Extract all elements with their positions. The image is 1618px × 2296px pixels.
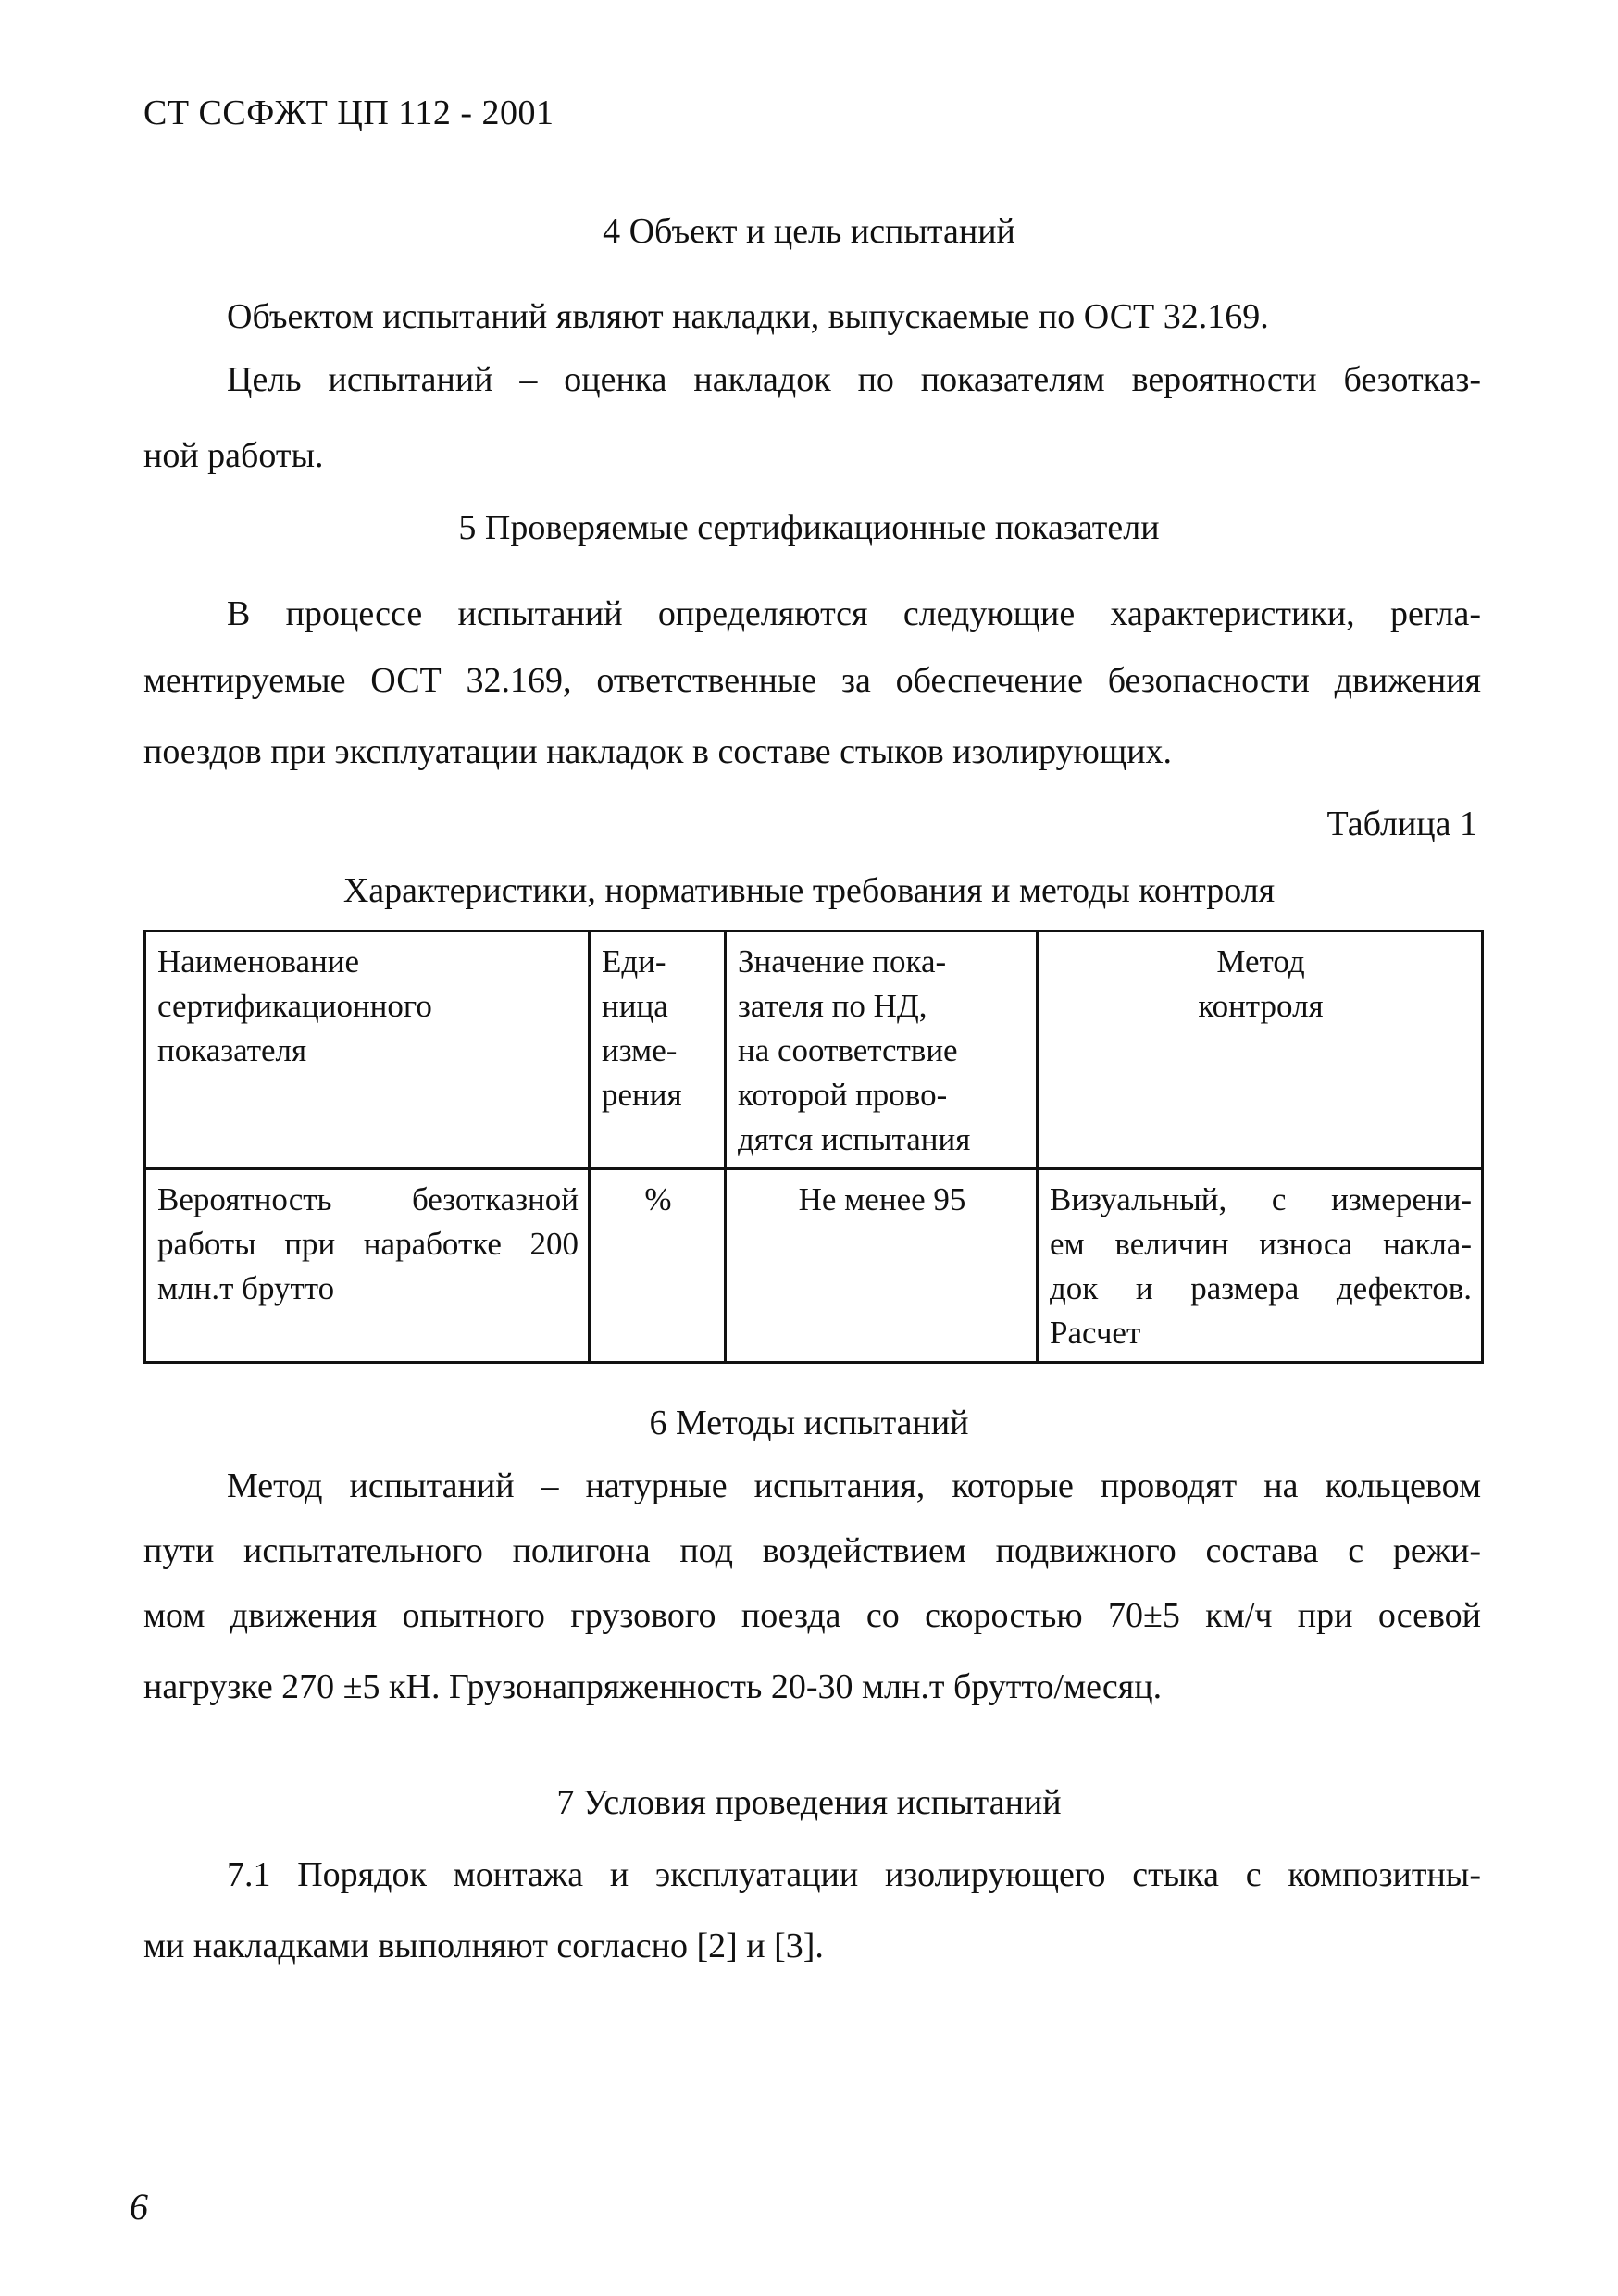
table-header-row [145,931,1483,1169]
section-5-heading: 5 Проверяемые сертификационные показатели [458,508,1160,547]
row-method-line: Расчет [1050,1315,1141,1351]
header-value-line: Значение пока- [738,943,947,980]
header-value-line: на соответствие [738,1032,958,1068]
section-4-heading: 4 Объект и цель испытаний [603,212,1015,251]
section-6-paragraph-line-4: нагрузке 270 ±5 кН. Грузонапряженность 20-30 млн.т брутто/месяц. [143,1667,1163,1706]
row-method-line: Визуальный, с измерени- [1050,1181,1472,1217]
header-value-line: которой прово- [738,1077,948,1113]
row-cell-name [145,1169,590,1363]
header-name-line: Наименование [157,943,360,980]
section-7-paragraph-line-2: ми накладками выполняют согласно [2] и [3]. [143,1927,824,1965]
header-cell-method [1038,931,1483,1169]
table-row [145,1169,1483,1363]
header-value-line: зателя по НД, [738,988,927,1024]
table-title: Характеристики, нормативные требования и методы контроля [342,871,1276,910]
header-cell-unit [590,931,726,1169]
section-6-paragraph-line-3: мом движения опытного грузового поезда со скоростью 70±5 км/ч при осевой [143,1596,1481,1635]
header-unit-line: изме- [602,1032,678,1068]
section-6-paragraph-line-1: Метод испытаний – натурные испытания, которые проводят на кольцевом [227,1466,1481,1505]
document-header: СТ ССФЖТ ЦП 112 - 2001 [143,94,554,132]
row-cell-method [1038,1169,1483,1363]
section-6-paragraph-line-2: пути испытательного полигона под воздействием подвижного состава с режи- [143,1531,1481,1570]
section-6-heading: 6 Методы испытаний [649,1404,969,1442]
header-cell-value [726,931,1038,1169]
section-4-paragraph-2-line-2: ной работы. [143,436,324,475]
header-unit-line: рения [602,1077,682,1113]
header-unit-line: ница [602,988,668,1024]
row-name-line: Вероятность безотказной [157,1181,579,1217]
section-5-paragraph-line-3: поездов при эксплуатации накладок в составе стыков изолирующих. [143,732,1173,771]
characteristics-table [143,930,1484,1364]
header-method-line: Метод [1216,943,1305,980]
header-value-line: дятся испытания [738,1121,971,1157]
section-7-heading: 7 Условия проведения испытаний [556,1783,1062,1822]
section-7-paragraph-line-1: 7.1 Порядок монтажа и эксплуатации изолирующего стыка с композитны- [227,1855,1481,1894]
section-5-paragraph-line-1: В процессе испытаний определяются следующие характеристики, регла- [227,594,1481,633]
row-name-line: работы при наработке 200 [157,1226,579,1262]
header-name-line: сертификационного [157,988,432,1024]
row-method-line: ем величин износа накла- [1050,1226,1472,1262]
page-number: 6 [130,2186,148,2227]
header-unit-line: Еди- [602,943,666,980]
row-cell-value: Не менее 95 [726,1169,1038,1363]
table-label: Таблица 1 [1326,805,1477,843]
section-4-paragraph-2-line-1: Цель испытаний – оценка накладок по показателям вероятности безотказ- [227,360,1481,399]
header-name-line: показателя [157,1032,307,1068]
section-5-paragraph-line-2: ментируемые ОСТ 32.169, ответственные за обеспечение безопасности движения [143,661,1481,700]
row-method-line: док и размера дефектов. [1050,1270,1472,1306]
row-cell-unit: % [590,1169,726,1363]
header-method-line: контроля [1198,988,1324,1024]
row-name-line: млн.т брутто [157,1270,335,1306]
header-cell-name [145,931,590,1169]
section-4-paragraph-1: Объектом испытаний являют накладки, выпускаемые по ОСТ 32.169. [227,297,1269,336]
